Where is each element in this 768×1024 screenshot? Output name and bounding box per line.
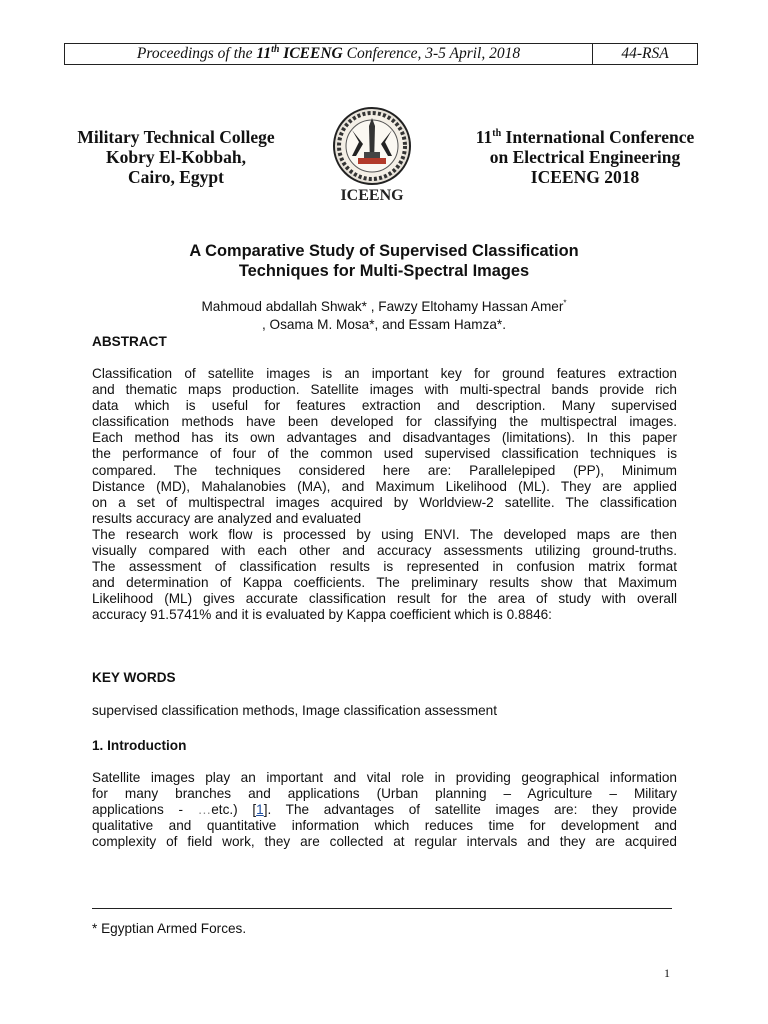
text-line: compared. The techniques considered here are: Parallelepiped (PP), Minimum <box>92 462 677 478</box>
page-number: 1 <box>664 966 670 980</box>
text-line: complexity of field work, they are collected at regular intervals and they are acquired <box>92 834 677 850</box>
text-line: classification methods have been developed for classifying the multispectral images. <box>92 414 677 430</box>
affiliation-line: Military Technical College <box>77 127 275 147</box>
text-line: The assessment of classification results is represented in confusion matrix format <box>92 559 677 575</box>
paper-title: A Comparative Study of Supervised Classification Techniques for Multi-Spectral Images <box>189 242 579 280</box>
text-line: Classification of satellite images is an important key for ground features extraction <box>92 366 677 381</box>
text-line: and determination of Kappa coefficients. The preliminary results show that Maximum <box>92 575 677 591</box>
abstract-body <box>92 366 677 624</box>
text-line: Each method has its own advantages and disadvantages (limitations). In this paper <box>92 430 677 446</box>
text-line: Distance (MD), Mahalanobies (MA), and Maximum Likelihood (ML). They are applied <box>92 478 677 494</box>
text-line: The research work flow is processed by using ENVI. The developed maps are then <box>92 526 677 542</box>
text-line: qualitative and quantitative information which reduces time for development and <box>92 818 677 834</box>
conference-block <box>456 127 714 187</box>
paper-authors: Mahmoud abdallah Shwak* , Fawzy Eltohamy Hassan Amer* , Osama M. Mosa*, and Essam Hamza*. <box>201 298 567 332</box>
affiliation-line: Kobry El-Kobbah, <box>105 147 247 167</box>
text-line: visually compared with each other and accuracy assessments utilizing ground-truths. <box>92 543 677 559</box>
logo-text: ICEENG <box>340 187 404 204</box>
reference-link[interactable]: 1 <box>256 802 264 818</box>
introduction-heading: 1. Introduction <box>92 738 187 753</box>
text-line: for many branches and applications (Urban planning – Agriculture – Military <box>92 786 677 802</box>
text-line: on a set of multispectral images acquired by Worldview-2 satellite. The classification <box>92 494 677 510</box>
conference-line: ICEENG 2018 <box>530 167 640 187</box>
text-line: the performance of four of the common used supervised classification techniques is <box>92 446 677 462</box>
introduction-body <box>92 770 677 850</box>
text-line: data which is useful for features extraction and description. Many supervised <box>92 398 677 414</box>
keywords-text: supervised classification methods, Image classification assessment <box>92 703 497 718</box>
text-line: accuracy 91.5741% and it is evaluated by Kappa coefficient which is 0.8846: <box>92 607 552 623</box>
text-line: Satellite images play an important and vital role in providing geographical information <box>92 770 677 785</box>
keywords-heading: KEY WORDS <box>92 670 176 685</box>
proceedings-header <box>64 43 698 65</box>
paper-id: 44-RSA <box>621 45 669 62</box>
footnote: * Egyptian Armed Forces. <box>92 921 247 936</box>
conference-line: on Electrical Engineering <box>489 147 681 167</box>
text-line: Likelihood (ML) gives accurate classification result for the area of study with overall <box>92 591 677 607</box>
proceedings-title: Proceedings of the 11th ICEENG Conference, 3-5 April, 2018 <box>65 44 593 64</box>
text-line: applications - …etc.) [1]. The advantages of satellite images are: they provide <box>92 802 677 818</box>
iceeng-logo-icon <box>322 104 426 208</box>
conference-line: 11th International Conference <box>475 127 695 147</box>
text-line: and thematic maps production. Satellite images with multi-spectral bands provide rich <box>92 382 677 398</box>
affiliation-line: Cairo, Egypt <box>128 167 224 187</box>
text-line: results accuracy are analyzed and evaluated <box>92 510 362 526</box>
footnote-divider <box>92 908 672 909</box>
iceeng-logo <box>322 104 426 208</box>
abstract-heading: ABSTRACT <box>92 334 167 349</box>
affiliation-block <box>60 127 292 187</box>
